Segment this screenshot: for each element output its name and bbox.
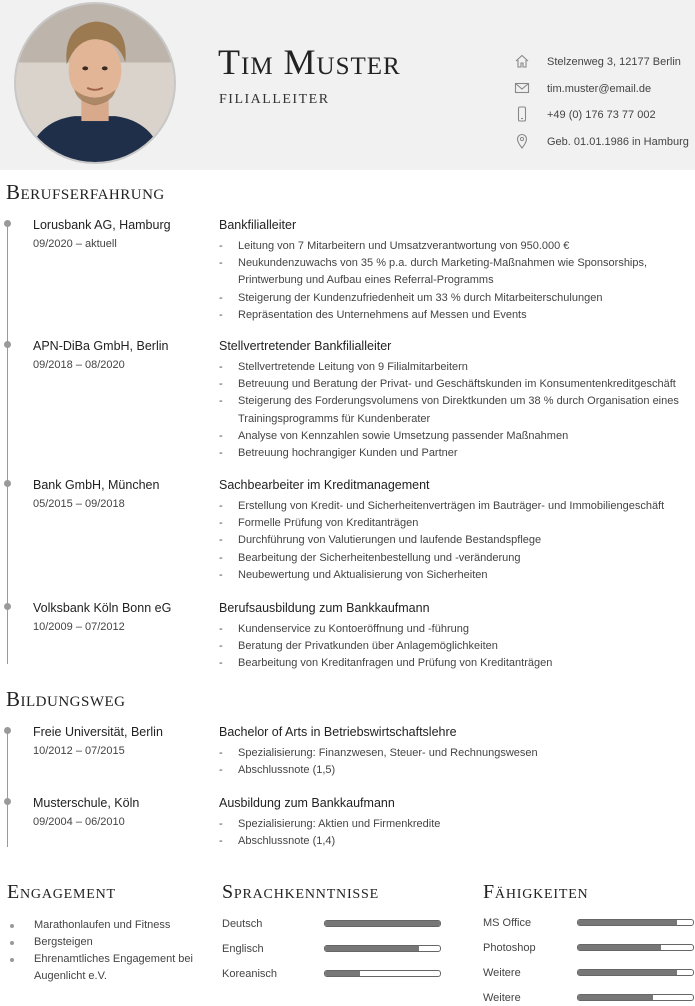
header (0, 0, 695, 170)
entry-bullets (219, 745, 684, 779)
section-title-experience: Berufserfahrung (6, 180, 165, 204)
bullet-item: - Spezialisierung: Finanzwesen, Steuer- und Rechnungswesen (219, 745, 684, 762)
entry-organization: Freie Universität, Berlin (33, 725, 163, 739)
bullet-item: - Bearbeitung der Sicherheitenbestellung und -veränderung (219, 550, 684, 567)
skill-label: Deutsch (222, 918, 263, 930)
skill-bar-fill (578, 970, 677, 975)
bullet-item: - Betreuung hochrangiger Kunden und Partner (219, 445, 684, 462)
entry-organization: Musterschule, Köln (33, 796, 140, 810)
bullet-item: - Spezialisierung: Aktien und Firmenkredite (219, 816, 684, 833)
skill-bar-fill (325, 921, 440, 926)
entry-bullets (219, 621, 684, 673)
mail-icon (514, 80, 530, 96)
section-title-education: Bildungsweg (6, 687, 126, 711)
entry-date: 10/2009 – 07/2012 (33, 621, 125, 633)
person-name: Tim Muster (218, 42, 401, 82)
bullet-item: - Abschlussnote (1,4) (219, 833, 684, 850)
timeline-line-education (7, 729, 8, 847)
entry-date: 09/2018 – 08/2020 (33, 359, 125, 371)
timeline-dot (4, 727, 11, 734)
bullet-item: - Abschlussnote (1,5) (219, 762, 684, 779)
bullet-item: - Erstellung von Kredit- und Sicherheitenverträgen im Bauträger- und Immobiliengeschäft (219, 498, 684, 515)
entry-bullets (219, 816, 684, 850)
skill-bar (577, 969, 694, 976)
entry-organization: Volksbank Köln Bonn eG (33, 601, 172, 615)
skill-label: MS Office (483, 917, 532, 929)
skill-ms-office (483, 916, 693, 930)
email-link[interactable]: tim.muster@email.de (547, 82, 652, 95)
entry-bullets (219, 238, 684, 324)
bullet-item: - Beratung der Privatkunden über Anlagemöglichkeiten (219, 638, 684, 655)
skill-bar (324, 920, 441, 927)
profile-photo (14, 2, 176, 164)
timeline-dot (4, 798, 11, 805)
entry-date: 09/2004 – 06/2010 (33, 816, 125, 828)
list-item: Bergsteigen (10, 934, 200, 951)
job-title: FILIALLEITER (219, 92, 330, 107)
entry-bullets (219, 498, 684, 584)
list-item: Ehrenamtliches Engagement bei Augenlicht e.V. (10, 951, 200, 985)
skill-bar (324, 970, 441, 977)
entry-organization: APN-DiBa GmbH, Berlin (33, 339, 169, 353)
skill-bar-fill (325, 971, 360, 976)
phone-text: +49 (0) 176 73 77 002 (547, 109, 656, 121)
phone-icon (514, 106, 530, 122)
bullet-item: - Stellvertretende Leitung von 9 Filialmitarbeitern (219, 359, 684, 376)
engagement-list (10, 917, 200, 985)
skill-weitere (483, 966, 693, 980)
entry-date: 10/2012 – 07/2015 (33, 745, 125, 757)
timeline-dot (4, 603, 11, 610)
skill-bar-fill (325, 946, 419, 951)
entry-role: Stellvertretender Bankfilialleiter (219, 339, 392, 353)
birth-text: Geb. 01.01.1986 in Hamburg (547, 135, 689, 148)
skill-label: Weitere (483, 967, 521, 979)
bullet-item: - Kundenservice zu Kontoeröffnung und -führung (219, 621, 684, 638)
timeline-dot (4, 341, 11, 348)
entry-bullets (219, 359, 684, 462)
bullet-item: - Steigerung des Forderungsvolumens von Direktkunden um 38 % durch Organisation eines Trainingsprogramms für Kundenberater (219, 393, 684, 427)
entry-date: 09/2020 – aktuell (33, 238, 117, 250)
timeline-line-experience (7, 222, 8, 664)
skill-label: Koreanisch (222, 968, 278, 980)
skill-bar (577, 994, 694, 1001)
location-pin-icon (514, 133, 530, 149)
entry-role: Bankfilialleiter (219, 218, 297, 232)
timeline-dot (4, 220, 11, 227)
skill-bar (577, 944, 694, 951)
bullet-item: - Durchführung von Valutierungen und laufende Bestandspflege (219, 532, 684, 549)
skill-bar-fill (578, 920, 677, 925)
home-icon (514, 53, 530, 69)
bullet-item: - Repräsentation des Unternehmens auf Messen und Events (219, 307, 684, 324)
skill-label: Weitere (483, 992, 521, 1004)
section-title-languages: Sprachkenntnisse (222, 881, 379, 903)
bullet-item: - Neubewertung und Aktualisierung von Sicherheiten (219, 567, 684, 584)
skill-bar (324, 945, 441, 952)
bullet-item: - Leitung von 7 Mitarbeitern und Umsatzverantwortung von 950.000 € (219, 238, 684, 255)
timeline-dot (4, 480, 11, 487)
list-item: Marathonlaufen und Fitness (10, 917, 200, 934)
skill-photoshop (483, 941, 693, 955)
bullet-item: - Formelle Prüfung von Kreditanträgen (219, 515, 684, 532)
bullet-item: - Steigerung der Kundenzufriedenheit um 33 % durch Mitarbeiterschulungen (219, 290, 684, 307)
section-title-skills: Fähigkeiten (483, 881, 589, 903)
section-title-engagement: Engagement (7, 881, 116, 903)
entry-organization: Bank GmbH, München (33, 478, 160, 492)
skill-bar-fill (578, 995, 653, 1000)
entry-role: Berufsausbildung zum Bankkaufmann (219, 601, 430, 615)
entry-date: 05/2015 – 09/2018 (33, 498, 125, 510)
portrait-illustration (16, 4, 174, 162)
entry-role: Ausbildung zum Bankkaufmann (219, 796, 395, 810)
skill-weitere (483, 991, 693, 1005)
bullet-item: - Bearbeitung von Kreditanfragen und Prüfung von Kreditanträgen (219, 655, 684, 672)
skill-label: Photoshop (483, 942, 536, 954)
language-englisch (222, 942, 442, 956)
skill-label: Englisch (222, 943, 264, 955)
bullet-item: - Betreuung und Beratung der Privat- und Geschäftskunden im Konsumentenkreditgeschäft (219, 376, 684, 393)
bullet-item: - Analyse von Kennzahlen sowie Umsetzung passender Maßnahmen (219, 428, 684, 445)
language-koreanisch (222, 967, 442, 981)
entry-organization: Lorusbank AG, Hamburg (33, 218, 171, 232)
bullet-item: - Neukundenzuwachs von 35 % p.a. durch Marketing-Maßnahmen wie Sponsorships, Printwerbung und Aufbau eines Referral-Programms (219, 255, 684, 289)
language-deutsch (222, 917, 442, 931)
entry-role: Bachelor of Arts in Betriebswirtschaftslehre (219, 725, 457, 739)
skill-bar-fill (578, 945, 661, 950)
entry-role: Sachbearbeiter im Kreditmanagement (219, 478, 430, 492)
address-text: Stelzenweg 3, 12177 Berlin (547, 56, 681, 68)
skill-bar (577, 919, 694, 926)
